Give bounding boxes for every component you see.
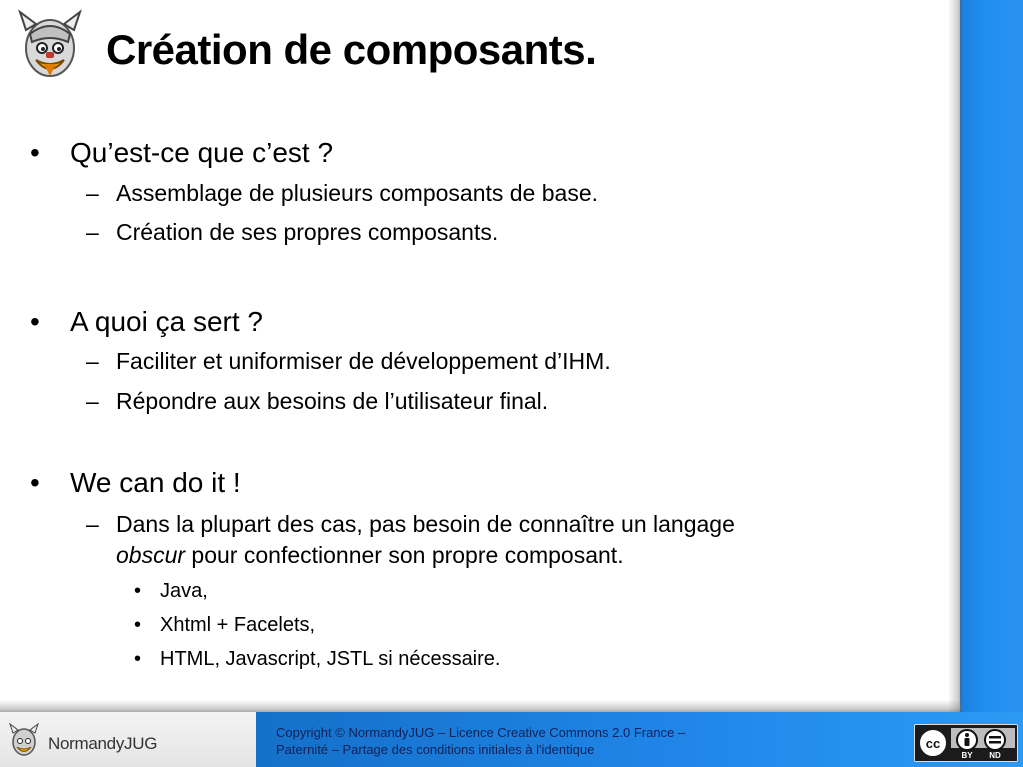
sub-bullet: Répondre aux besoins de l’utilisateur final. (116, 388, 549, 414)
sub-bullet: Assemblage de plusieurs composants de base. (116, 180, 599, 206)
bullet-heading: A quoi ça sert ? (70, 306, 264, 337)
sub-sub-bullet-marker: • (134, 614, 142, 636)
by-label: BY (961, 751, 973, 760)
bullet-marker: • (30, 467, 40, 498)
sub-sub-bullet-marker: • (134, 580, 142, 602)
right-decor-bar (960, 0, 1023, 712)
footer-normandyjug-logo-icon (8, 722, 40, 758)
cc-label: cc (925, 736, 941, 751)
sub-bullet: Faciliter et uniformiser de développement d’IHM. (116, 348, 611, 374)
emphasis-word: obscur (116, 542, 186, 568)
footer-copyright-line1: Copyright © NormandyJUG – Licence Creative Commons 2.0 France – (276, 725, 686, 740)
sub-bullet-line1: Dans la plupart des cas, pas besoin de connaître un langage (116, 511, 735, 537)
footer-brand-name: NormandyJUG (48, 734, 158, 753)
footer-copyright-line2: Paternité – Partage des conditions initiales à l'identique (276, 742, 595, 757)
bullet-marker: • (30, 137, 40, 168)
bottom-shadow (0, 700, 962, 712)
sub-bullet-line2 (116, 542, 624, 569)
dash-marker: – (86, 348, 99, 374)
sub-sub-bullet: Xhtml + Facelets, (160, 614, 316, 636)
right-bar-shadow (948, 0, 962, 712)
slide-title: Création de composants. (106, 26, 597, 73)
sub-bullet-line2-rest: pour confectionner son propre composant. (185, 542, 624, 568)
dash-marker: – (86, 180, 99, 206)
bullet-marker: • (30, 306, 40, 337)
creative-commons-by-nd-icon (914, 724, 1018, 762)
dash-marker: – (86, 219, 99, 245)
sub-sub-bullet: HTML, Javascript, JSTL si nécessaire. (160, 648, 501, 670)
sub-bullet: Création de ses propres composants. (116, 219, 499, 245)
dash-marker: – (86, 388, 99, 414)
dash-marker: – (86, 511, 99, 537)
bullet-heading: We can do it ! (70, 467, 241, 498)
sub-sub-bullet: Java, (160, 580, 208, 602)
bullet-heading: Qu’est-ce que c’est ? (70, 137, 334, 168)
sub-sub-bullet-marker: • (134, 648, 142, 670)
normandyjug-logo-icon (16, 8, 84, 82)
footer-copyright (276, 724, 685, 758)
nd-label: ND (989, 751, 1001, 760)
